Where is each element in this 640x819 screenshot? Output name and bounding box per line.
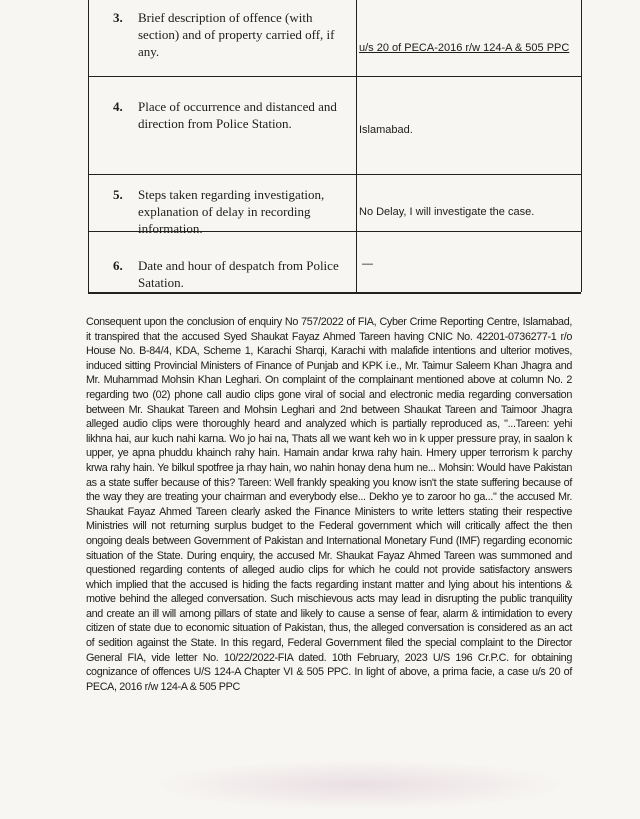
row-label: Place of occurrence and distanced and direction from Police Station.	[138, 99, 337, 131]
row-value: Islamabad.	[359, 124, 413, 136]
table-divider-left	[88, 0, 89, 292]
table-rule-2	[88, 174, 581, 175]
row-number: 3.	[113, 10, 123, 25]
table-rule-1	[88, 76, 581, 77]
paper-stain	[150, 760, 570, 810]
row-number: 6.	[113, 258, 123, 273]
row-value: u/s 20 of PECA-2016 r/w 124-A & 505 PPC	[359, 42, 570, 54]
narrative-paragraph: Consequent upon the conclusion of enquiry No 757/2022 of FIA, Cyber Crime Reporting Centre, Islamabad, it transpired that the accused Syed Shaukat Fayaz Ahmed Tareen having CNIC No. 42201-0736277-1 r/o House No. B-84/4, KDA, Scheme 1, Karachi Sharqi, Karachi with malafide intentions and ulterior motives, induced sitting Provincial Ministers of Finance of Punjab and KPK i.e., Mr. Taimur Saleem Khan Jhagra and Mr. Muhammad Mohsin Khan Leghari. On complaint of the complainant mentioned above at column No. 2 regarding two (02) phone call audio clips gone viral of social and electronic media regarding conversation between Mr. Shaukat Tareen and Mohsin Leghari and 2nd between Shaukat Tareen and Taimoor Jhagra alleged audio clips were thoroughly heard and analyzed which is partially reproduced as, "...Tareen: yehi likhna hai, aur kuch nahi karna. Wo jo hai na, Thats all we want keh wo in k upper pressure pray, in saalon k upper, ye apna phuddu khainch rahy hain. Hamain andar krwa rahy hain. Hmery upper terrorism k parchy krwa rahy hain. Ye bilkul spotfree ja rhay hain, wo nahin honay dena hum ne... Mohsin: Would have Pakistan as a state suffer because of this? Tareen: Well frankly speaking you know isn't the state suffering because of the way they are treating your chairman and everybody else... Dekho ye to zaroor ho ga..." the accused Mr. Shaukat Fayaz Ahmed Tareen clearly asked the Finance Ministers to write letters stating their respective Ministries will not returning surplus budget to the Federal government which will critically affect the then ongoing deals between Government of Pakistan and International Monetary Fund (IMF) regarding economic situation of the State. During enquiry, the accused Mr. Shaukat Fayaz Ahmed Tareen was summoned and questioned regarding contents of alleged audio clips for which he could not provide satisfactory answers which implied that the accused is hiding the facts regarding instant matter and lying about his intentions & motive behind the alleged conversation. Such mischievous acts may lead in disrupting the public tranquility and create an ill will among pillars of state and likely to cause a sense of fear, alarm & intimidation to every citizen of state due to economic situation of Pakistan, thus, the alleged conversation is considered as an act of sedition against the State. In this regard, Federal Government filed the special complaint to the Director General FIA, vide letter No. 10/22/2022-FIA dated. 10th February, 2023 U/S 196 Cr.P.C. for obtaining cognizance of offences U/S 124-A Chapter VI & 505 PPC. In light of above, a prima facie, a case u/s 20 of PECA, 2016 r/w 124-A & 505 PPC	[86, 316, 572, 693]
fir-narrative	[86, 315, 572, 694]
row-label: Date and hour of despatch from Police Satation.	[138, 258, 339, 290]
row-value: —	[362, 258, 373, 270]
row-label: Steps taken regarding investigation, explanation of delay in recording information.	[138, 187, 325, 236]
row-value: No Delay, I will investigate the case.	[359, 206, 535, 218]
table-divider-middle	[356, 0, 357, 292]
table-divider-right	[581, 0, 582, 292]
row-label: Brief description of offence (with section) and of property carried off, if any.	[138, 10, 335, 59]
table-rule-4	[88, 292, 581, 294]
row-number: 4.	[113, 99, 123, 114]
row-number: 5.	[113, 187, 123, 202]
